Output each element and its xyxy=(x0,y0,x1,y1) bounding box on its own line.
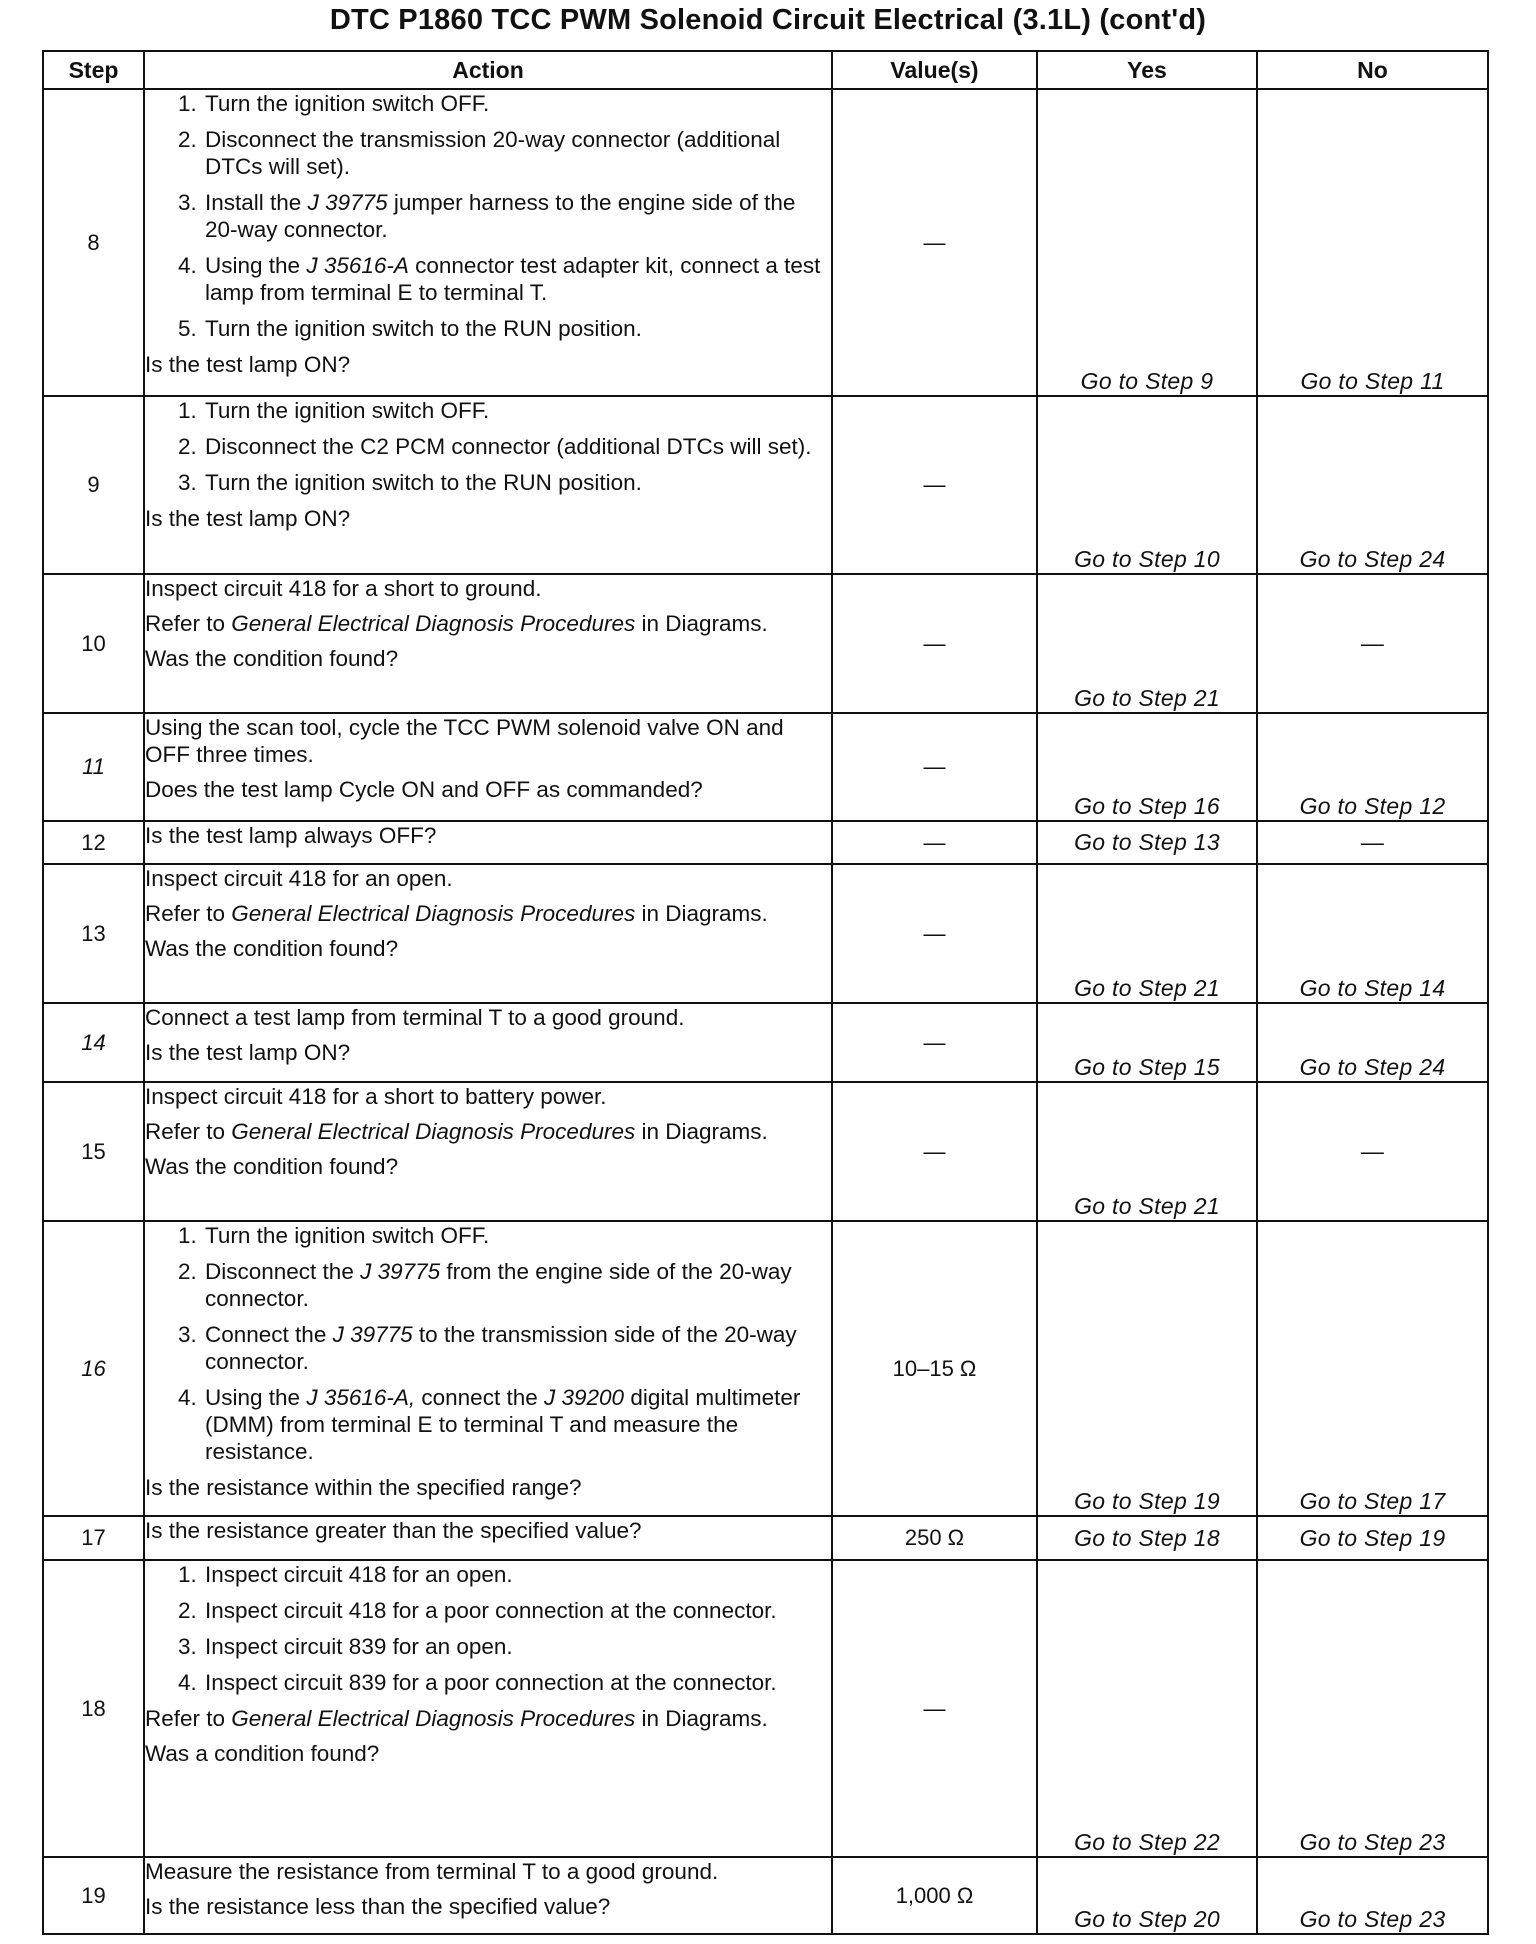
action-text: Connect a test lamp from terminal T to a good ground. xyxy=(145,1005,685,1030)
header-row xyxy=(43,51,1488,89)
value-cell: — xyxy=(832,396,1037,574)
yes-cell: Go to Step 13 xyxy=(1037,821,1257,864)
step-number: 9 xyxy=(43,396,144,574)
action-cell xyxy=(144,574,832,713)
no-cell: Go to Step 17 xyxy=(1257,1221,1488,1516)
value-cell: — xyxy=(832,1003,1037,1082)
yes-cell: Go to Step 22 xyxy=(1037,1560,1257,1857)
document-reference: General Electrical Diagnosis Procedures xyxy=(231,611,636,636)
list-item: 2. Disconnect the transmission 20-way connector (additional DTCs will set). xyxy=(203,126,831,180)
text: Refer to xyxy=(145,1706,232,1731)
yes-cell: Go to Step 10 xyxy=(1037,396,1257,574)
value-cell: — xyxy=(832,713,1037,821)
table-row xyxy=(43,1516,1488,1560)
document-reference: General Electrical Diagnosis Procedures xyxy=(231,1706,636,1731)
text: digital multimeter (DMM) from terminal E to terminal T and measure the resistance. xyxy=(205,1385,801,1464)
list-item xyxy=(203,1384,831,1465)
table-row xyxy=(43,1003,1488,1082)
text: Using the xyxy=(205,253,307,278)
tool-reference: J 35616-A, xyxy=(306,1385,416,1410)
no-cell: Go to Step 24 xyxy=(1257,1003,1488,1082)
document-reference: General Electrical Diagnosis Procedures xyxy=(231,1119,636,1144)
table-row xyxy=(43,1082,1488,1221)
reference-text xyxy=(145,1705,831,1732)
no-cell: — xyxy=(1257,1082,1488,1221)
action-cell xyxy=(144,396,832,574)
header-yes: Yes xyxy=(1037,51,1257,89)
action-cell xyxy=(144,864,832,1003)
question: Is the test lamp ON? xyxy=(145,352,351,377)
header-action: Action xyxy=(144,51,832,89)
tool-reference: J 39775 xyxy=(360,1259,441,1284)
list-item xyxy=(203,1258,831,1312)
header-no: No xyxy=(1257,51,1488,89)
step-number: 13 xyxy=(43,864,144,1003)
list-item xyxy=(203,1321,831,1375)
list-item xyxy=(203,189,831,243)
text: in Diagrams. xyxy=(635,611,768,636)
step-number: 19 xyxy=(43,1857,144,1934)
diagnostic-table xyxy=(42,50,1489,1935)
question: Is the test lamp ON? xyxy=(145,1040,351,1065)
step-number: 15 xyxy=(43,1082,144,1221)
action-cell xyxy=(144,1857,832,1934)
reference-text xyxy=(145,900,831,927)
value-cell: 10–15 Ω xyxy=(832,1221,1037,1516)
step-number: 11 xyxy=(43,713,144,821)
reference-text xyxy=(145,1118,831,1145)
action-text: Measure the resistance from terminal T to a good ground. xyxy=(145,1859,719,1884)
step-number: 12 xyxy=(43,821,144,864)
question: Was the condition found? xyxy=(145,936,399,961)
text: in Diagrams. xyxy=(635,901,768,926)
action-list xyxy=(145,90,831,342)
table-row xyxy=(43,89,1488,396)
yes-cell: Go to Step 18 xyxy=(1037,1516,1257,1560)
list-item: 1. Turn the ignition switch OFF. xyxy=(203,1222,831,1249)
tool-reference: J 39775 xyxy=(307,190,388,215)
action-list xyxy=(145,1222,831,1465)
list-item: 1. Turn the ignition switch OFF. xyxy=(203,397,831,424)
table-row xyxy=(43,1857,1488,1934)
table-row xyxy=(43,396,1488,574)
no-cell: Go to Step 14 xyxy=(1257,864,1488,1003)
action-cell xyxy=(144,1082,832,1221)
question: Was the condition found? xyxy=(145,646,399,671)
yes-cell: Go to Step 16 xyxy=(1037,713,1257,821)
no-cell: Go to Step 12 xyxy=(1257,713,1488,821)
action-cell xyxy=(144,1221,832,1516)
text: Refer to xyxy=(145,1119,232,1144)
header-step: Step xyxy=(43,51,144,89)
table-row xyxy=(43,1560,1488,1857)
text: to the transmission side of the 20-way connector. xyxy=(205,1322,797,1374)
text: connector test adapter kit, connect a test lamp from terminal E to terminal T. xyxy=(205,253,821,305)
yes-cell: Go to Step 20 xyxy=(1037,1857,1257,1934)
text: connect the xyxy=(415,1385,544,1410)
step-number: 18 xyxy=(43,1560,144,1857)
action-list xyxy=(145,397,831,496)
no-cell: — xyxy=(1257,574,1488,713)
question: Is the test lamp ON? xyxy=(145,506,351,531)
table-row xyxy=(43,713,1488,821)
step-number: 16 xyxy=(43,1221,144,1516)
list-item: 1. Turn the ignition switch OFF. xyxy=(203,90,831,117)
value-cell: 250 Ω xyxy=(832,1516,1037,1560)
list-item: 2. Inspect circuit 418 for a poor connection at the connector. xyxy=(203,1597,831,1624)
value-cell: — xyxy=(832,89,1037,396)
no-cell: Go to Step 23 xyxy=(1257,1560,1488,1857)
value-cell: 1,000 Ω xyxy=(832,1857,1037,1934)
list-item: 3. Inspect circuit 839 for an open. xyxy=(203,1633,831,1660)
list-item xyxy=(203,252,831,306)
list-item: 2. Disconnect the C2 PCM connector (additional DTCs will set). xyxy=(203,433,831,460)
no-cell: — xyxy=(1257,821,1488,864)
list-item: 3. Turn the ignition switch to the RUN position. xyxy=(203,469,831,496)
question: Does the test lamp Cycle ON and OFF as commanded? xyxy=(145,777,703,802)
value-cell: — xyxy=(832,821,1037,864)
action-cell xyxy=(144,1560,832,1857)
text: in Diagrams. xyxy=(635,1119,768,1144)
text: Disconnect the xyxy=(205,1259,361,1284)
text: Install the xyxy=(205,190,308,215)
question: Was a condition found? xyxy=(145,1741,380,1766)
tool-reference: J 35616-A xyxy=(306,253,409,278)
action-text: Inspect circuit 418 for a short to ground. xyxy=(145,576,542,601)
action-cell xyxy=(144,1003,832,1082)
table-row xyxy=(43,574,1488,713)
action-cell xyxy=(144,89,832,396)
list-item: 1. Inspect circuit 418 for an open. xyxy=(203,1561,831,1588)
yes-cell: Go to Step 15 xyxy=(1037,1003,1257,1082)
text: Connect the xyxy=(205,1322,333,1347)
table-row xyxy=(43,1221,1488,1516)
list-item: 5. Turn the ignition switch to the RUN position. xyxy=(203,315,831,342)
question: Is the test lamp always OFF? xyxy=(145,823,437,848)
value-cell: — xyxy=(832,1560,1037,1857)
question: Is the resistance greater than the specified value? xyxy=(145,1518,642,1543)
yes-cell: Go to Step 21 xyxy=(1037,1082,1257,1221)
action-cell xyxy=(144,821,832,864)
question: Is the resistance within the specified range? xyxy=(145,1475,582,1500)
text: Using the xyxy=(205,1385,307,1410)
list-item: 4. Inspect circuit 839 for a poor connection at the connector. xyxy=(203,1669,831,1696)
tool-reference: J 39200 xyxy=(543,1385,625,1410)
no-cell: Go to Step 23 xyxy=(1257,1857,1488,1934)
action-text: Inspect circuit 418 for a short to battery power. xyxy=(145,1084,607,1109)
action-cell xyxy=(144,713,832,821)
tool-reference: J 39775 xyxy=(332,1322,413,1347)
header-values: Value(s) xyxy=(832,51,1037,89)
no-cell: Go to Step 24 xyxy=(1257,396,1488,574)
value-cell: — xyxy=(832,1082,1037,1221)
step-number: 17 xyxy=(43,1516,144,1560)
question: Is the resistance less than the specified value? xyxy=(145,1894,611,1919)
action-cell xyxy=(144,1516,832,1560)
table-row xyxy=(43,821,1488,864)
action-list xyxy=(145,1561,831,1696)
table-row xyxy=(43,864,1488,1003)
yes-cell: Go to Step 21 xyxy=(1037,574,1257,713)
document-reference: General Electrical Diagnosis Procedures xyxy=(231,901,636,926)
yes-cell: Go to Step 21 xyxy=(1037,864,1257,1003)
action-text: Inspect circuit 418 for an open. xyxy=(145,866,453,891)
text: Refer to xyxy=(145,901,232,926)
value-cell: — xyxy=(832,574,1037,713)
text: jumper harness to the engine side of the 20-way connector. xyxy=(205,190,796,242)
page-title: DTC P1860 TCC PWM Solenoid Circuit Electrical (3.1L) (cont'd) xyxy=(329,4,1207,36)
yes-cell: Go to Step 9 xyxy=(1037,89,1257,396)
text: in Diagrams. xyxy=(635,1706,768,1731)
action-text: Using the scan tool, cycle the TCC PWM solenoid valve ON and OFF three times. xyxy=(145,715,784,767)
text: from the engine side of the 20-way connector. xyxy=(205,1259,792,1311)
question: Was the condition found? xyxy=(145,1154,399,1179)
no-cell: Go to Step 19 xyxy=(1257,1516,1488,1560)
step-number: 14 xyxy=(43,1003,144,1082)
step-number: 8 xyxy=(43,89,144,396)
text: Refer to xyxy=(145,611,232,636)
yes-cell: Go to Step 19 xyxy=(1037,1221,1257,1516)
step-number: 10 xyxy=(43,574,144,713)
value-cell: — xyxy=(832,864,1037,1003)
reference-text xyxy=(145,610,831,637)
no-cell: Go to Step 11 xyxy=(1257,89,1488,396)
